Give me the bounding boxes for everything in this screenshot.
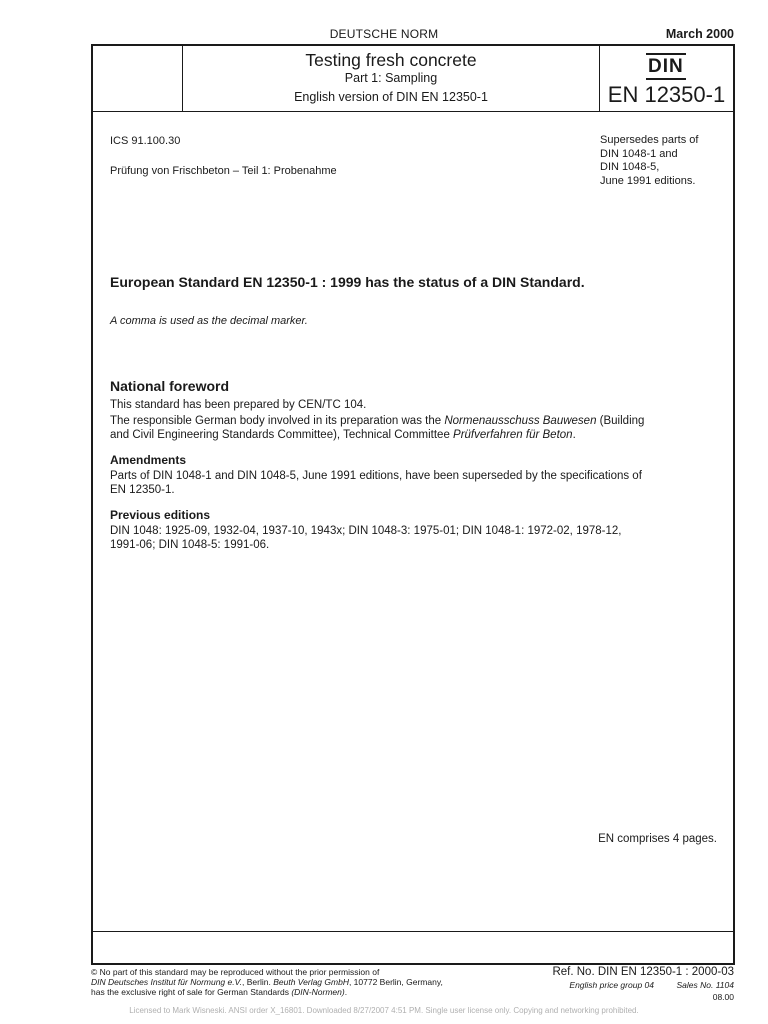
foreword-line-3: and Civil Engineering Standards Committee), Technical Committee Prüfverfahren für Beton. — [110, 429, 576, 441]
amendments-line-2: EN 12350-1. — [110, 484, 175, 496]
sales-number: Sales No. 1104 — [676, 980, 734, 990]
license-watermark: Licensed to Mark Wisneski. ANSI order X_16801. Downloaded 8/27/2007 4:51 PM. Single user license only. Copying and networking prohibited. — [129, 1006, 639, 1015]
copyright-notice: © No part of this standard may be reproduced without the prior permission of DIN Deutsches Institut für Normung e.V., Berlin. Beuth Verlag GmbH, 10772 Berlin, Germany, has the exclusive right of sale for German Standards (DIN-Normen). — [91, 967, 443, 997]
supersedes-line: DIN 1048-5, — [600, 161, 660, 173]
din-logo-bottom-bar — [646, 78, 686, 80]
supersedes-line: June 1991 editions. — [600, 174, 696, 187]
document-series: DEUTSCHE NORM — [329, 27, 439, 41]
supersedes-note — [600, 134, 698, 188]
footer-rule — [92, 931, 733, 932]
amendments-heading: Amendments — [110, 453, 187, 467]
committee-name: Normenausschuss Bauwesen — [444, 415, 597, 427]
din-logo: DIN — [648, 56, 684, 77]
previous-editions-heading: Previous editions — [110, 508, 211, 522]
previous-editions-line-1: DIN 1048: 1925-09, 1932-04, 1937-10, 1943x; DIN 1048-3: 1975-01; DIN 1048-1: 1972-02, 1978-12, — [110, 525, 622, 537]
publication-date: March 2000 — [665, 27, 734, 41]
previous-editions-line-2: 1991-06; DIN 1048-5: 1991-06. — [110, 539, 270, 551]
foreword-line-2: The responsible German body involved in its preparation was the Normenausschuss Bauwesen (Building — [110, 415, 645, 427]
document-title: Testing fresh concrete — [305, 50, 477, 70]
standard-number: EN 12350-1 — [607, 82, 726, 107]
amendments-line-1: Parts of DIN 1048-1 and DIN 1048-5, June 1991 editions, have been superseded by the specifications of — [110, 470, 642, 482]
document-part: Part 1: Sampling — [344, 71, 438, 85]
decimal-note: A comma is used as the decimal marker. — [110, 315, 308, 327]
page-count-note: EN comprises 4 pages. — [598, 833, 717, 845]
status-statement: European Standard EN 12350-1 : 1999 has the status of a DIN Standard. — [110, 274, 585, 290]
national-foreword-heading: National foreword — [110, 378, 230, 394]
document-version: English version of DIN EN 12350-1 — [294, 90, 488, 104]
foreword-line-1: This standard has been prepared by CEN/TC 104. — [110, 399, 367, 411]
technical-committee-name: Prüfverfahren für Beton — [453, 429, 573, 441]
supersedes-line: Supersedes parts of — [600, 134, 699, 146]
reference-number: Ref. No. DIN EN 12350-1 : 2000-03 — [552, 966, 734, 978]
title-block-bottom-rule — [92, 111, 733, 112]
price-group: English price group 04 — [569, 980, 654, 990]
din-logo-top-bar — [646, 53, 686, 55]
ics-code: ICS 91.100.30 — [110, 135, 181, 147]
german-title: Prüfung von Frischbeton – Teil 1: Probenahme — [110, 165, 337, 177]
issue-code: 08.00 — [712, 992, 734, 1002]
supersedes-line: DIN 1048-1 and — [600, 147, 678, 160]
